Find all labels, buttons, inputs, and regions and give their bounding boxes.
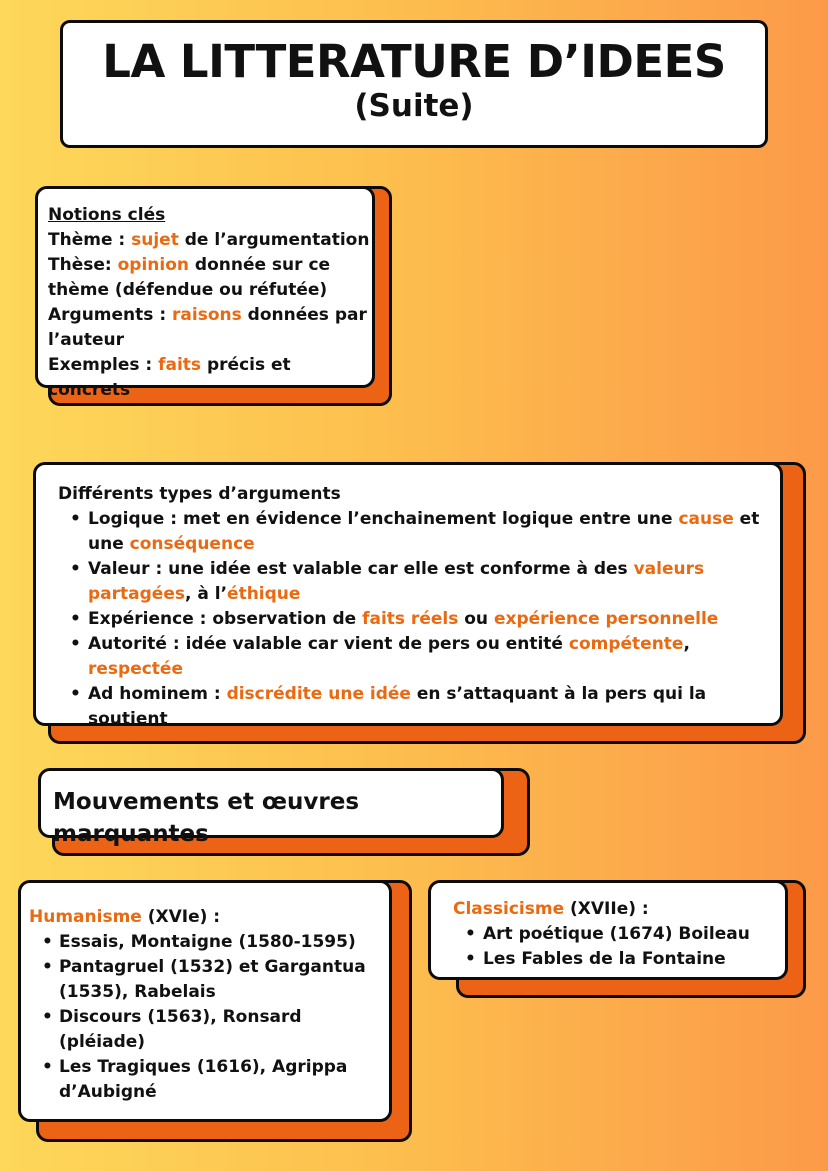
notions-title: Notions clés bbox=[48, 205, 166, 225]
argument-item bbox=[58, 507, 770, 557]
page-title: LA LITTERATURE D’IDEES bbox=[102, 35, 726, 88]
argument-text: , à l’ bbox=[184, 584, 228, 604]
humanisme-card bbox=[18, 880, 392, 1122]
notion-term: Exemples : bbox=[48, 355, 159, 375]
argument-highlight: cause bbox=[678, 509, 734, 529]
notion-item bbox=[48, 253, 372, 303]
notion-highlight: opinion bbox=[117, 255, 189, 275]
argument-item bbox=[58, 557, 770, 607]
argument-highlight: compétente bbox=[568, 634, 684, 654]
notion-highlight: sujet bbox=[131, 230, 179, 250]
humanisme-works bbox=[29, 930, 389, 1105]
notion-rest: précis et concrets bbox=[48, 355, 291, 400]
arguments-list bbox=[58, 507, 770, 732]
argument-item bbox=[58, 607, 770, 632]
notion-highlight: faits bbox=[158, 355, 202, 375]
argument-highlight: discrédite une idée bbox=[226, 684, 411, 704]
classicisme-name: Classicisme bbox=[453, 899, 565, 919]
argument-text: Autorité : idée valable car vient de pers ou entité bbox=[88, 634, 569, 654]
classicisme-works bbox=[453, 922, 785, 972]
humanisme-name: Humanisme bbox=[29, 907, 142, 927]
page-subtitle: (Suite) bbox=[354, 88, 474, 124]
notion-highlight: raisons bbox=[172, 305, 242, 325]
argument-item bbox=[58, 632, 770, 682]
humanisme-period: (XVIe) : bbox=[141, 907, 221, 927]
argument-text: ou bbox=[458, 609, 494, 629]
notion-term: Arguments : bbox=[48, 305, 173, 325]
notion-term: Thèse: bbox=[48, 255, 118, 275]
argument-highlight: respectée bbox=[88, 659, 183, 679]
title-card bbox=[60, 20, 768, 148]
argument-text: Ad hominem : bbox=[88, 684, 227, 704]
arguments-card bbox=[33, 462, 783, 729]
humanisme-heading bbox=[29, 905, 389, 930]
work-item: • Discours (1563), Ronsard (pléiade) bbox=[29, 1005, 389, 1055]
argument-text: en s’attaquant à la pers qui la soutient bbox=[88, 684, 707, 729]
notion-item bbox=[48, 303, 372, 353]
classicisme-heading bbox=[453, 897, 785, 922]
work-item: • Pantagruel (1532) et Gargantua (1535), Rabelais bbox=[29, 955, 389, 1005]
argument-text: et une bbox=[88, 509, 760, 554]
notions-card bbox=[35, 186, 375, 400]
argument-highlight: expérience personnelle bbox=[493, 609, 719, 629]
arguments-title: Différents types d’arguments bbox=[58, 484, 341, 504]
work-item: • Art poétique (1674) Boileau bbox=[453, 922, 785, 947]
classicisme-card bbox=[428, 880, 788, 980]
work-item: • Les Tragiques (1616), Agrippa d’Aubigné bbox=[29, 1055, 389, 1105]
argument-highlight: faits réels bbox=[362, 609, 459, 629]
argument-text: Valeur : une idée est valable car elle est conforme à des bbox=[88, 559, 634, 579]
work-item: • Essais, Montaigne (1580-1595) bbox=[29, 930, 389, 955]
argument-highlight: valeurs partagées bbox=[88, 559, 705, 604]
notion-rest: données par l’auteur bbox=[48, 305, 367, 350]
notion-item bbox=[48, 228, 372, 253]
notion-item bbox=[48, 353, 372, 403]
notion-rest: donnée sur ce thème (défendue ou réfutée) bbox=[48, 255, 331, 300]
argument-item bbox=[58, 682, 770, 732]
notion-term: Thème : bbox=[48, 230, 132, 250]
argument-text: , bbox=[683, 634, 690, 654]
work-item: • Les Fables de la Fontaine bbox=[453, 947, 785, 972]
argument-highlight: éthique bbox=[227, 584, 301, 604]
argument-highlight: conséquence bbox=[129, 534, 255, 554]
movements-card bbox=[38, 768, 504, 847]
argument-text: Logique : met en évidence l’enchainement logique entre une bbox=[88, 509, 679, 529]
notion-rest: de l’argumentation bbox=[178, 230, 370, 250]
argument-text: Expérience : observation de bbox=[88, 609, 363, 629]
classicisme-period: (XVIIe) : bbox=[564, 899, 649, 919]
movements-title: Mouvements et œuvres marquantes bbox=[53, 789, 360, 847]
